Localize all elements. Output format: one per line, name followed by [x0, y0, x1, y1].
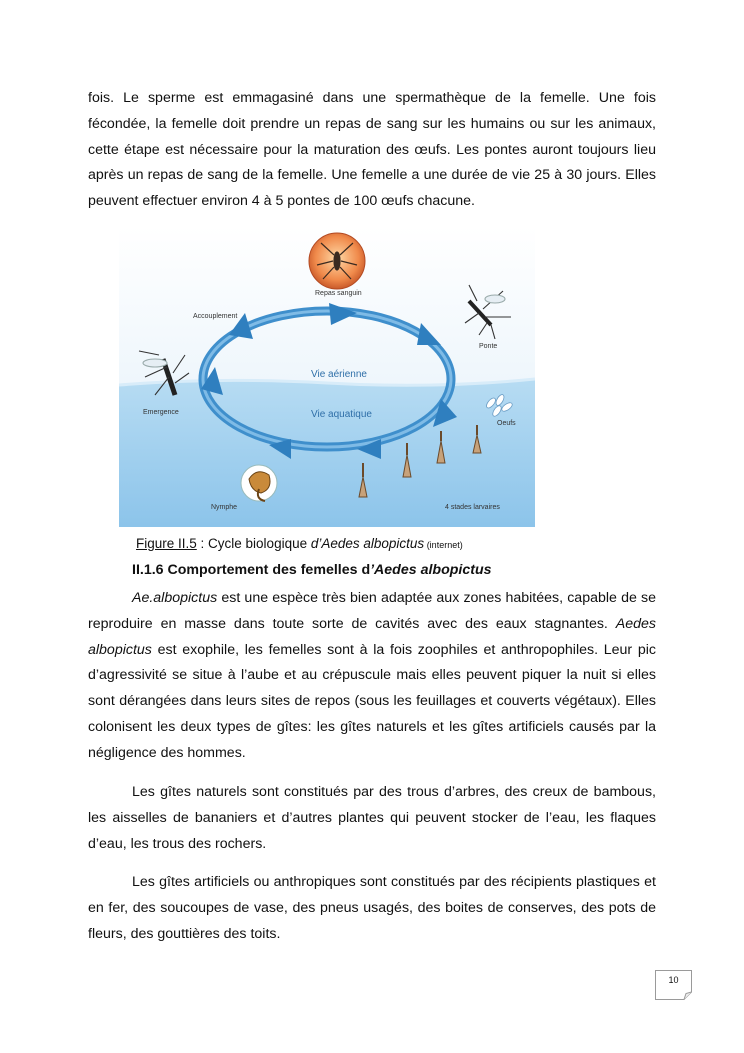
species-name-full: Aedes albopictus: [88, 615, 656, 658]
caption-source: (internet): [424, 540, 463, 550]
figure-caption: [136, 536, 463, 551]
label-nymphe: Nymphe: [211, 504, 238, 511]
life-cycle-diagram: [119, 227, 535, 527]
label-accouplement: Accouplement: [193, 313, 238, 320]
label-stades-larvaires: 4 stades larvaires: [445, 504, 500, 511]
paragraph-behaviour: [88, 586, 656, 767]
label-oeufs: Oeufs: [497, 420, 516, 427]
label-emergence: Emergence: [143, 409, 179, 416]
page-number: 10: [668, 975, 679, 985]
paragraph-reproduction: fois. Le sperme est emmagasiné dans une spermathèque de la femelle. Une fois fécondée, la femelle doit prendre un repas de sang sur les humains ou sur les animaux, cette étape est nécessaire pour la maturation des œufs. Les pontes auront toujours lieu après un repas de sang de la femelle. Une femelle a une durée de vie 25 à 30 jours. Elles peuvent effectuer environ 4 à 5 pontes de 100 œufs chacune.: [88, 90, 656, 210]
life-cycle-figure: [119, 227, 535, 527]
caption-title: d’Aedes albopictus: [310, 536, 425, 551]
pupa-icon: [241, 465, 277, 501]
heading-species: ’Aedes albopictus: [370, 562, 492, 578]
label-vie-aerienne: Vie aérienne: [311, 369, 367, 380]
label-repas-sanguin: Repas sanguin: [315, 290, 362, 297]
caption-separator: : Cycle biologique: [196, 536, 311, 551]
label-vie-aquatique: Vie aquatique: [311, 409, 372, 420]
section-heading: [132, 562, 492, 578]
paragraph-artificial-sites: Les gîtes artificiels ou anthropiques sont constitués par des récipients plastiques et en fer, des soucoupes de vase, des pneus usagés, des boites de conserves, des pots de fleurs, des gouttières des toits.: [88, 874, 656, 942]
paragraph-natural-sites: Les gîtes naturels sont constitués par des trous d’arbres, des creux de bambous, les aisselles de bananiers et d’autres plantes qui peuvent stocker de l’eau, les flaques d’eau, les trous des rochers.: [88, 784, 656, 852]
behaviour-text-1: est une espèce très bien adaptée aux zones habitées, capable de se reproduire en masse dans toute sorte de cavités avec des eaux stagnantes.: [88, 590, 656, 632]
heading-prefix: II.1.6 Comportement des femelles d: [132, 562, 371, 578]
figure-number: Figure II.5: [136, 536, 197, 551]
species-name: Ae.albopictus: [132, 590, 218, 606]
page-number-box: [655, 970, 692, 1000]
label-ponte: Ponte: [479, 343, 498, 350]
behaviour-text-2: est exophile, les femelles sont à la fois zoophiles et anthropophiles. Leur pic d’agressivité se situe à l’aube et au crépuscule mais elles peuvent piquer la nuit si elles sont dérangées dans leurs sites de repos (sous les feuillages et couverts végétaux). Elles colonisent les deux types de gîtes: les gîtes naturels et les gîtes artificiels causés par la négligence des hommes.: [88, 641, 656, 761]
